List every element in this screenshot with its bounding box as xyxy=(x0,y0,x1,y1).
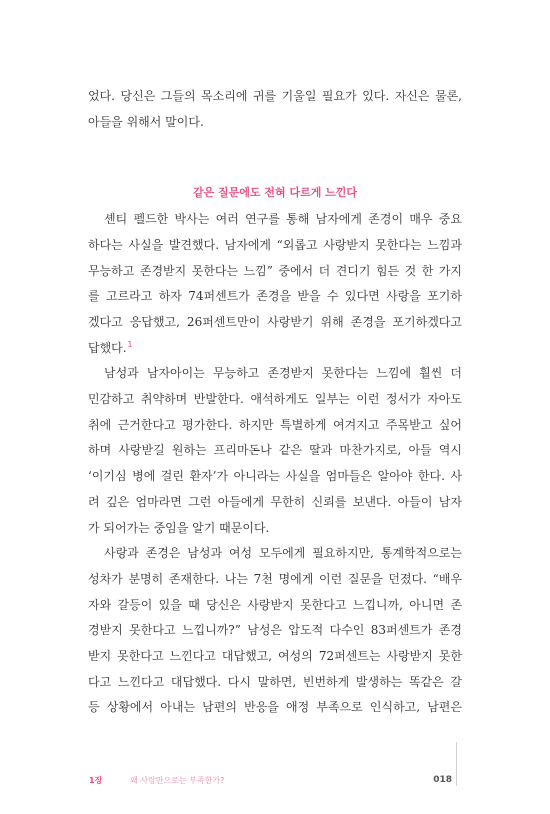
text-line: 셴티 펠드한 박사는 여러 연구를 통해 남자에게 존경이 매우 중요 xyxy=(104,212,462,227)
text-line: 사랑과 존경은 남성과 여성 모두에게 필요하지만, 통계학적으로는 xyxy=(104,546,462,561)
page-number: 018 xyxy=(433,775,452,785)
text-line: 민감하고 취약하며 반발한다. 애석하게도 일부는 이런 정서가 자아도 xyxy=(88,392,462,407)
footer-chapter-title: 왜 사랑만으로는 부족한가? xyxy=(130,776,225,785)
section-heading: 같은 질문에도 전혀 다르게 느낀다 xyxy=(192,186,358,200)
text-line: 남성과 남자아이는 무능하고 존경받지 못한다는 느낌에 훨씬 더 xyxy=(104,366,462,381)
text-line: 가 되어가는 중임을 알기 때문이다. xyxy=(88,520,270,535)
text-line: ‘이기심 병에 걸린 환자’가 아니라는 사실을 엄마들은 알아야 한다. 사 xyxy=(88,469,462,484)
text-line: 다고 느낀다고 대답했다. 다시 말하면, 빈번하게 발생하는 똑같은 갈 xyxy=(88,674,462,689)
text-line: 경받지 못한다고 느낍니까?” 남성은 압도적 다수인 83퍼센트가 존경 xyxy=(88,623,462,638)
footnote-marker: 1 xyxy=(127,339,133,349)
text-line: 려 깊은 엄마라면 그런 아들에게 무한히 신뢰를 보낸다. 아들이 남자 xyxy=(88,494,462,509)
text-line: 하다는 사실을 발견했다. 남자에게 “외롭고 사랑받지 못한다는 느낌과 xyxy=(88,237,462,252)
paragraph xyxy=(88,361,462,541)
text-line: 자와 갈등이 있을 때 당신은 사랑받지 못한다고 느낍니까, 아니면 존 xyxy=(88,597,462,612)
footer-divider xyxy=(456,742,457,786)
text-line: 성차가 분명히 존재한다. 나는 7천 명에게 이런 질문을 던졌다. “배우 xyxy=(88,571,462,586)
text-line-content: 답했다. xyxy=(88,340,127,355)
footer-chapter-label: 1장 xyxy=(89,776,103,785)
text-line xyxy=(88,336,462,362)
text-line: 겠다고 응답했고, 26퍼센트만이 사랑받기 위해 존경을 포기하겠다고 xyxy=(88,314,462,329)
text-line: 취에 근거한다고 평가한다. 하지만 특별하게 여겨지고 주목받고 싶어 xyxy=(88,417,462,432)
text-line: 아들을 위해서 말이다. xyxy=(88,114,204,129)
text-line: 무능하고 존경받지 못한다는 느낌” 중에서 더 견디기 힘든 것 한 가지 xyxy=(88,263,462,278)
paragraph-intro xyxy=(88,84,462,135)
paragraph xyxy=(88,207,462,361)
text-line: 받지 못한다고 느낀다고 대답했고, 여성의 72퍼센트는 사랑받지 못한 xyxy=(88,649,462,664)
text-line: 등 상황에서 아내는 남편의 반응을 애정 부족으로 인식하고, 남편은 xyxy=(88,700,462,715)
text-line: 를 고르라고 하자 74퍼센트가 존경을 받을 수 있다면 사랑을 포기하 xyxy=(88,289,462,304)
body-text xyxy=(88,84,462,721)
text-line: 었다. 당신은 그들의 목소리에 귀를 기울일 필요가 있다. 자신은 물론, xyxy=(88,89,462,103)
paragraph xyxy=(88,541,462,721)
text-line: 하며 사랑받길 원하는 프리마돈나 같은 딸과 마찬가지로, 아들 역시 xyxy=(88,443,462,458)
